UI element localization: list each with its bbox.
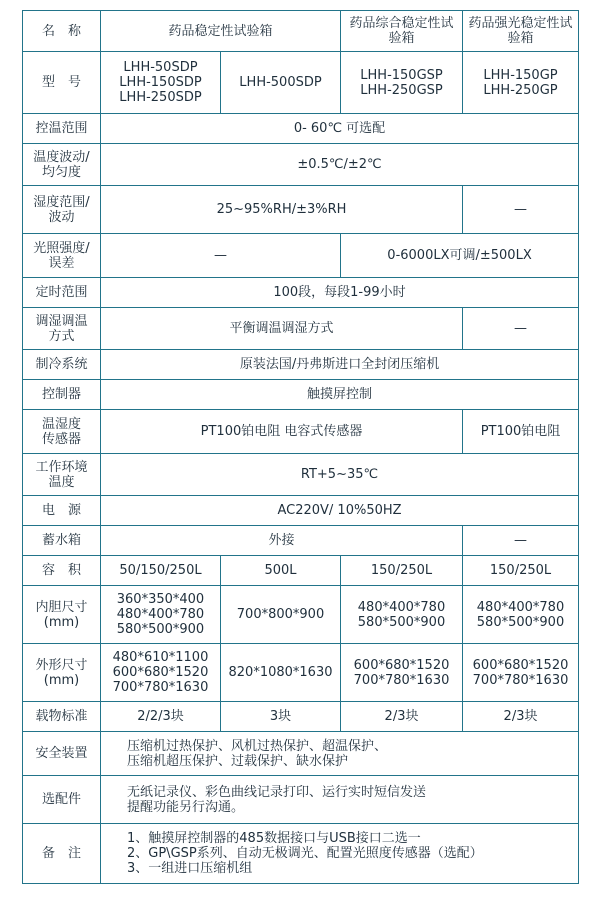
cell-humid-range: 25~95%RH/±3%RH <box>101 186 463 234</box>
row-timer <box>23 278 579 308</box>
cell-model-2: LHH-500SDP <box>221 52 341 114</box>
label-sensor: 温湿度 传感器 <box>23 410 101 454</box>
row-inner-size <box>23 586 579 644</box>
cell-name-gp: 药品强光稳定性试验箱 <box>463 11 579 52</box>
label-environment: 工作环境 温度 <box>23 454 101 496</box>
row-model <box>23 52 579 114</box>
cell-controller: 触摸屏控制 <box>101 380 579 410</box>
label-outer-size: 外形尺寸 (mm) <box>23 644 101 702</box>
cell-environment: RT+5~35℃ <box>101 454 579 496</box>
cell-light-sdp: — <box>101 234 341 278</box>
cell-notes: 1、触摸屏控制器的485数据接口与USB接口二选一 2、GP\GSP系列、自动无极调光、配置光照度传感器（选配） 3、一组进口压缩机组 <box>101 824 579 884</box>
cell-model-3: LHH-150GSP LHH-250GSP <box>341 52 463 114</box>
cell-shelves-4: 2/3块 <box>463 702 579 732</box>
label-controller: 控制器 <box>23 380 101 410</box>
cell-humid-range-gp: — <box>463 186 579 234</box>
label-light: 光照强度/ 误差 <box>23 234 101 278</box>
row-options <box>23 776 579 824</box>
label-model: 型 号 <box>23 52 101 114</box>
label-inner-size: 内胆尺寸 (mm) <box>23 586 101 644</box>
row-humid-range <box>23 186 579 234</box>
row-name <box>23 11 579 52</box>
cell-timer: 100段，每段1-99小时 <box>101 278 579 308</box>
label-name: 名 称 <box>23 11 101 52</box>
label-water-tank: 蓄水箱 <box>23 526 101 556</box>
row-volume <box>23 556 579 586</box>
cell-name-gsp: 药品综合稳定性试验箱 <box>341 11 463 52</box>
row-humid-method <box>23 308 579 350</box>
cell-power: AC220V/ 10%50HZ <box>101 496 579 526</box>
cell-humid-method: 平衡调温调湿方式 <box>101 308 463 350</box>
cell-inner-size-1: 360*350*400 480*400*780 580*500*900 <box>101 586 221 644</box>
cell-outer-size-3: 600*680*1520 700*780*1630 <box>341 644 463 702</box>
row-safety <box>23 732 579 776</box>
label-power: 电 源 <box>23 496 101 526</box>
spec-table <box>22 10 579 884</box>
cell-safety: 压缩机过热保护、风机过热保护、超温保护、 压缩机超压保护、过载保护、缺水保护 <box>101 732 579 776</box>
cell-outer-size-1: 480*610*1100 600*680*1520 700*780*1630 <box>101 644 221 702</box>
row-sensor <box>23 410 579 454</box>
label-temp-fluct: 温度波动/ 均匀度 <box>23 144 101 186</box>
cell-humid-method-gp: — <box>463 308 579 350</box>
cell-model-4: LHH-150GP LHH-250GP <box>463 52 579 114</box>
row-power <box>23 496 579 526</box>
row-controller <box>23 380 579 410</box>
row-water-tank <box>23 526 579 556</box>
cell-shelves-2: 3块 <box>221 702 341 732</box>
row-notes <box>23 824 579 884</box>
label-safety: 安全装置 <box>23 732 101 776</box>
label-temp-range: 控温范围 <box>23 114 101 144</box>
label-humid-method: 调湿调温 方式 <box>23 308 101 350</box>
row-temp-range <box>23 114 579 144</box>
cell-volume-4: 150/250L <box>463 556 579 586</box>
cell-inner-size-2: 700*800*900 <box>221 586 341 644</box>
row-outer-size <box>23 644 579 702</box>
cell-water-tank: 外接 <box>101 526 463 556</box>
row-shelves <box>23 702 579 732</box>
cell-temp-fluct: ±0.5℃/±2℃ <box>101 144 579 186</box>
cell-sensor: PT100铂电阻 电容式传感器 <box>101 410 463 454</box>
cell-sensor-gp: PT100铂电阻 <box>463 410 579 454</box>
row-temp-fluct <box>23 144 579 186</box>
cell-inner-size-4: 480*400*780 580*500*900 <box>463 586 579 644</box>
label-volume: 容 积 <box>23 556 101 586</box>
row-light <box>23 234 579 278</box>
cell-inner-size-3: 480*400*780 580*500*900 <box>341 586 463 644</box>
cell-outer-size-2: 820*1080*1630 <box>221 644 341 702</box>
cell-model-1: LHH-50SDP LHH-150SDP LHH-250SDP <box>101 52 221 114</box>
label-options: 选配件 <box>23 776 101 824</box>
cell-cooling: 原装法国/丹弗斯进口全封闭压缩机 <box>101 350 579 380</box>
label-shelves: 载物标准 <box>23 702 101 732</box>
row-environment <box>23 454 579 496</box>
cell-volume-2: 500L <box>221 556 341 586</box>
cell-name-sdp: 药品稳定性试验箱 <box>101 11 341 52</box>
label-timer: 定时范围 <box>23 278 101 308</box>
cell-light-gsp-gp: 0-6000LX可调/±500LX <box>341 234 579 278</box>
label-notes: 备 注 <box>23 824 101 884</box>
cell-options: 无纸记录仪、彩色曲线记录打印、运行实时短信发送 提醒功能另行沟通。 <box>101 776 579 824</box>
cell-water-tank-gp: — <box>463 526 579 556</box>
label-humid-range: 湿度范围/ 波动 <box>23 186 101 234</box>
cell-shelves-3: 2/3块 <box>341 702 463 732</box>
cell-temp-range: 0- 60℃ 可选配 <box>101 114 579 144</box>
cell-volume-3: 150/250L <box>341 556 463 586</box>
label-cooling: 制冷系统 <box>23 350 101 380</box>
cell-shelves-1: 2/2/3块 <box>101 702 221 732</box>
cell-outer-size-4: 600*680*1520 700*780*1630 <box>463 644 579 702</box>
cell-volume-1: 50/150/250L <box>101 556 221 586</box>
row-cooling <box>23 350 579 380</box>
